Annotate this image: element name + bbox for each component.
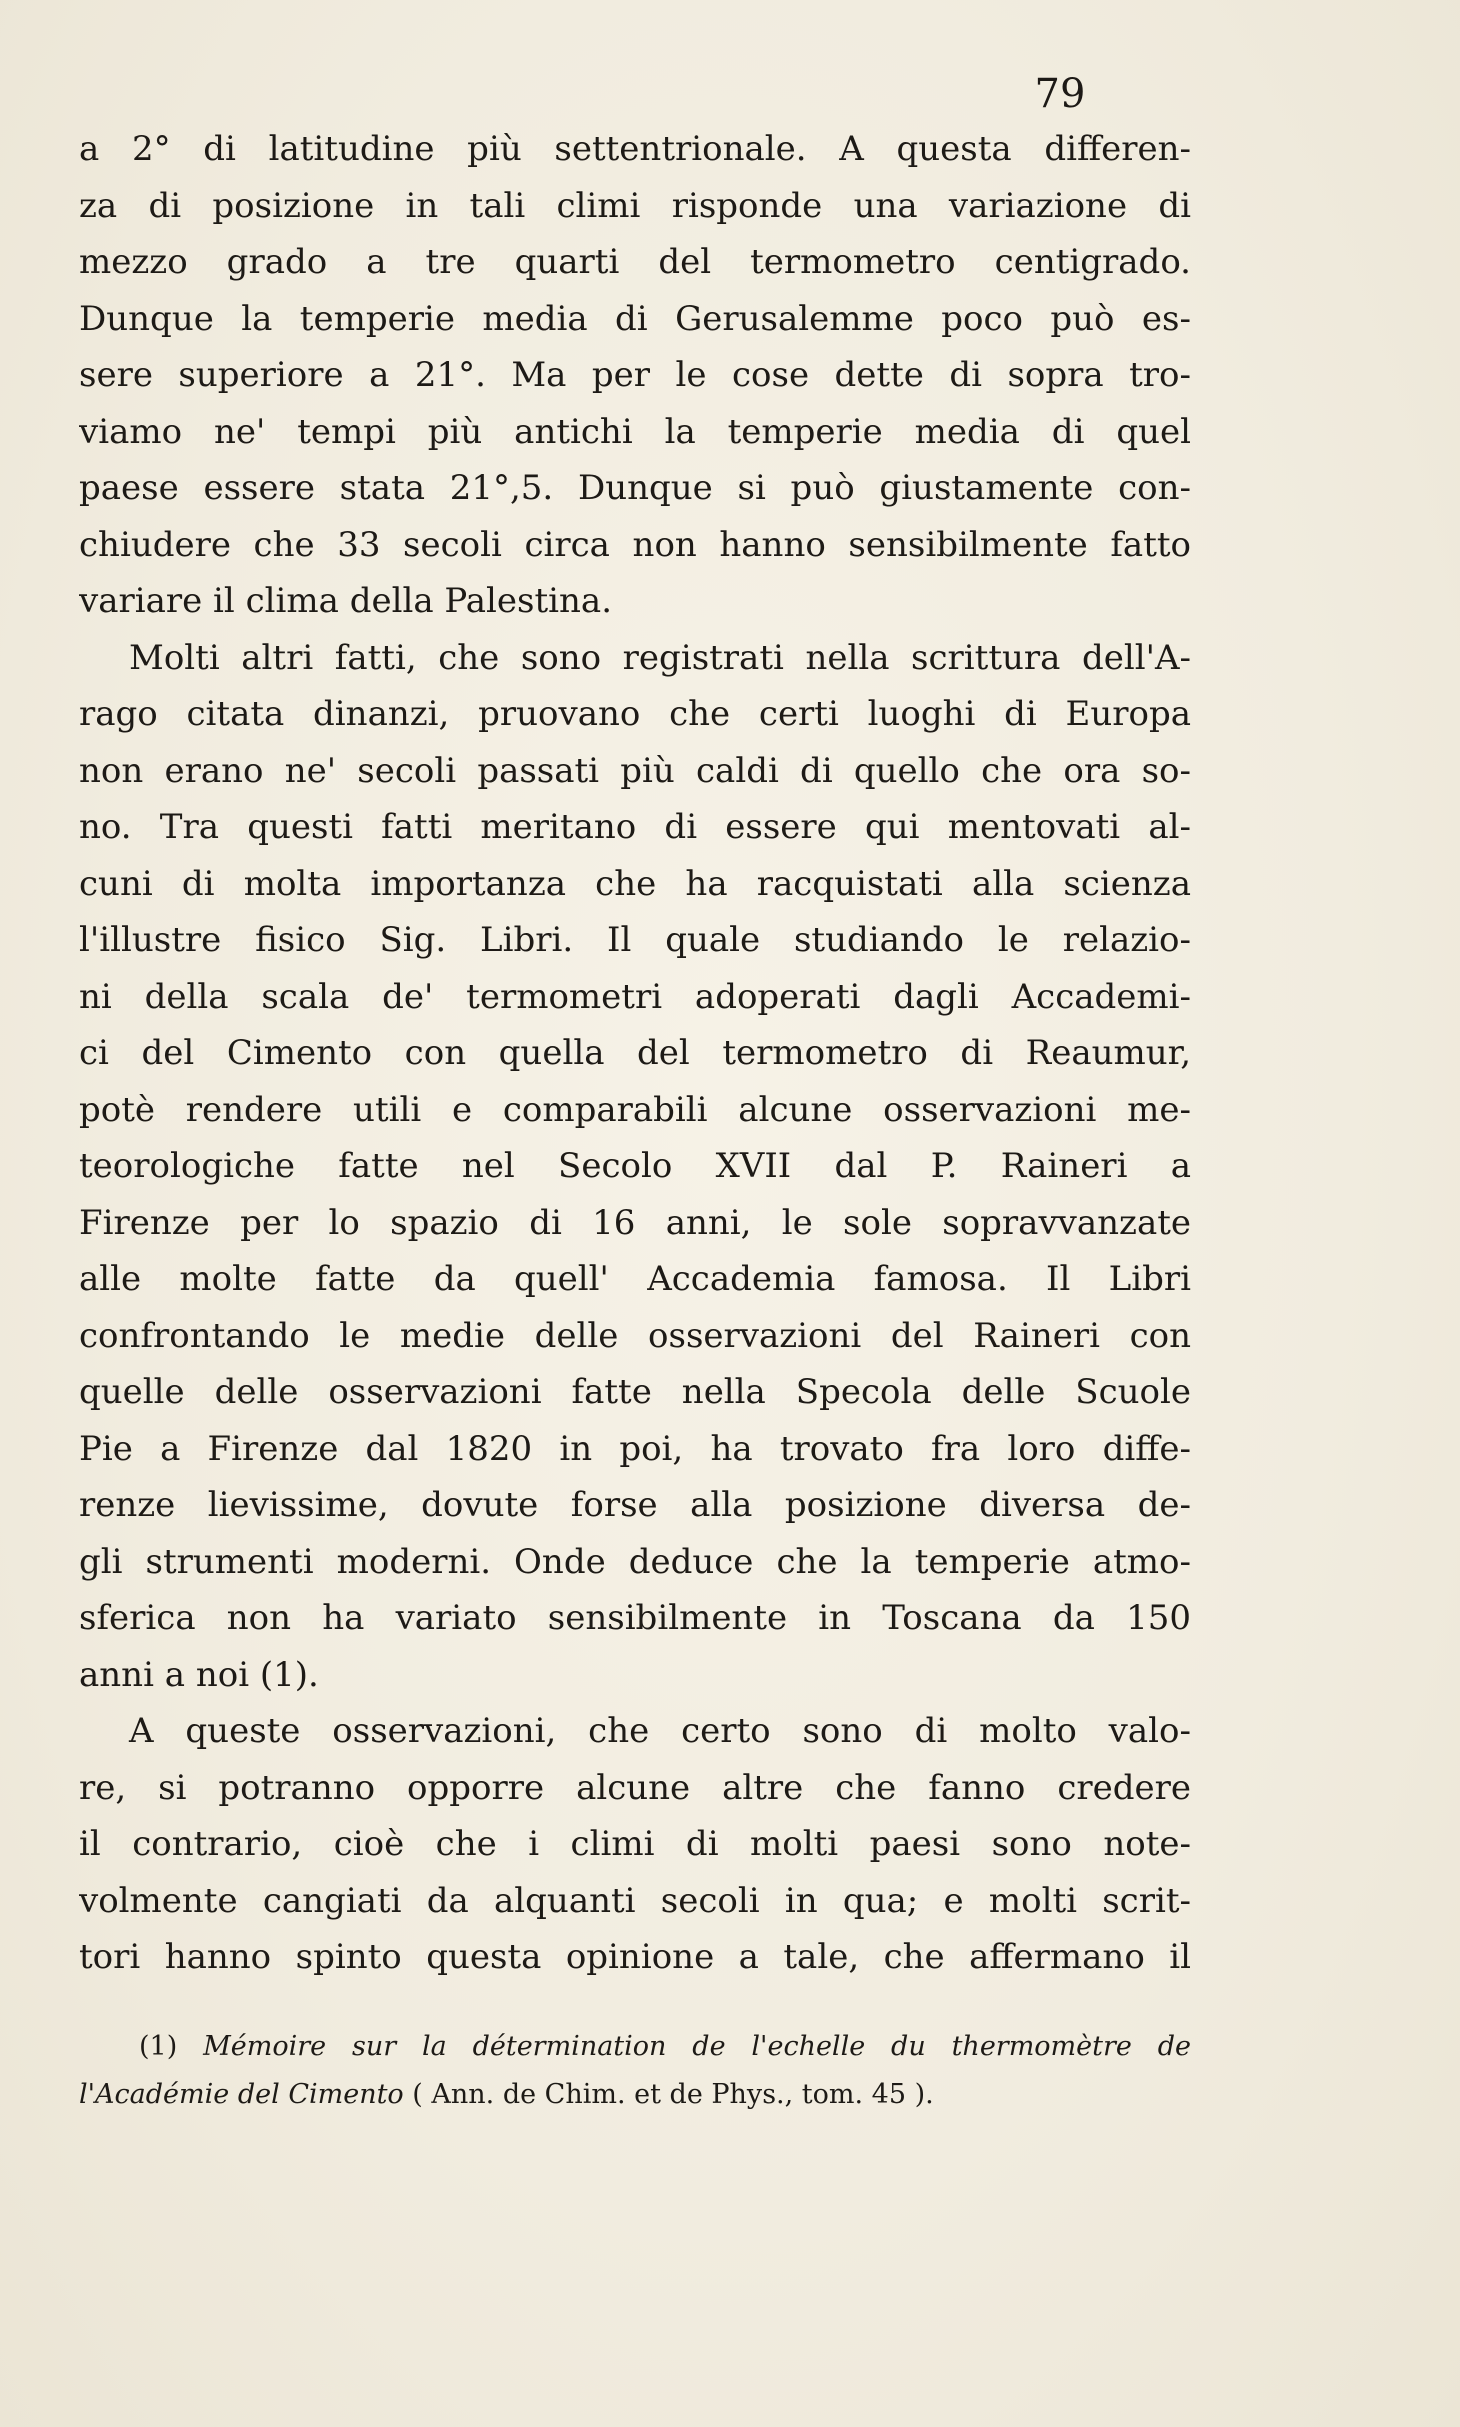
text-line: anni a noi (1). bbox=[79, 1654, 319, 1695]
footnote-line bbox=[79, 2071, 1191, 2119]
text-line: paese essere stata 21°,5. Dunque si può giustamente con- bbox=[79, 468, 1191, 508]
text-line: ni della scala de' termometri adoperati dagli Accademi- bbox=[79, 976, 1191, 1017]
text-line: Molti altri fatti, che sono registrati nella scrittura dell'A- bbox=[129, 637, 1191, 678]
text-line: variare il clima della Palestina. bbox=[79, 581, 613, 621]
footnote bbox=[79, 2023, 1191, 2119]
text-line: chiudere che 33 secoli circa non hanno sensibilmente fatto bbox=[79, 524, 1191, 565]
text-line: re, si potranno opporre alcune altre che fanno credere bbox=[79, 1767, 1191, 1808]
text-line: confrontando le medie delle osservazioni del Raineri con bbox=[79, 1315, 1191, 1356]
text-line: ci del Cimento con quella del termometro di Reaumur, bbox=[79, 1033, 1191, 1073]
footnote-citation-title-end: l'Académie del Cimento bbox=[79, 2079, 404, 2110]
footnote-line bbox=[79, 2023, 1191, 2071]
text-line: sferica non ha variato sensibilmente in Toscana da 150 bbox=[79, 1598, 1191, 1638]
text-line: Dunque la temperie media di Gerusalemme poco può es- bbox=[79, 298, 1191, 339]
text-line: a 2° di latitudine più settentrionale. A questa differen- bbox=[79, 129, 1191, 169]
text-line: no. Tra questi fatti meritano di essere qui mentovati al- bbox=[79, 807, 1191, 847]
text-line: renze lievissime, dovute forse alla posizione diversa de- bbox=[79, 1485, 1191, 1525]
text-line: volmente cangiati da alquanti secoli in qua; e molti scrit- bbox=[79, 1880, 1191, 1921]
text-line: potè rendere utili e comparabili alcune osservazioni me- bbox=[79, 1089, 1191, 1130]
text-line: cuni di molta importanza che ha racquistati alla scienza bbox=[79, 863, 1191, 904]
text-line: il contrario, cioè che i climi di molti paesi sono note- bbox=[79, 1824, 1191, 1864]
text-line: quelle delle osservazioni fatte nella Specola delle Scuole bbox=[79, 1372, 1191, 1412]
footnote-marker: (1) bbox=[139, 2031, 204, 2062]
text-line: za di posizione in tali climi risponde una variazione di bbox=[79, 185, 1191, 226]
page-number: 79 bbox=[1034, 71, 1086, 117]
text-line: teorologiche fatte nel Secolo XVII dal P. Raineri a bbox=[79, 1146, 1191, 1186]
text-line: l'illustre fisico Sig. Libri. Il quale studiando le relazio- bbox=[79, 920, 1191, 960]
footnote-citation-source: ( Ann. de Chim. et de Phys., tom. 45 ). bbox=[403, 2079, 934, 2110]
text-line: sere superiore a 21°. Ma per le cose dette di sopra tro- bbox=[79, 355, 1191, 395]
text-line: tori hanno spinto questa opinione a tale, che affermano il bbox=[79, 1937, 1191, 1977]
text-line: non erano ne' secoli passati più caldi di quello che ora so- bbox=[79, 750, 1191, 791]
text-line: alle molte fatte da quell' Accademia famosa. Il Libri bbox=[79, 1259, 1191, 1299]
text-line: gli strumenti moderni. Onde deduce che la temperie atmo- bbox=[79, 1541, 1191, 1582]
text-line: Pie a Firenze dal 1820 in poi, ha trovato fra loro diffe- bbox=[79, 1428, 1191, 1469]
text-line: rago citata dinanzi, pruovano che certi luoghi di Europa bbox=[79, 694, 1191, 734]
text-line: mezzo grado a tre quarti del termometro centigrado. bbox=[79, 242, 1191, 282]
text-line: A queste osservazioni, che certo sono di molto valo- bbox=[129, 1711, 1191, 1751]
footnote-citation-title: Mémoire sur la détermination de l'echelle du thermomètre de bbox=[203, 2031, 1192, 2062]
text-line: Firenze per lo spazio di 16 anni, le sole sopravvanzate bbox=[79, 1202, 1191, 1243]
text-line: viamo ne' tempi più antichi la temperie media di quel bbox=[79, 411, 1191, 452]
body-text bbox=[79, 121, 1191, 1986]
